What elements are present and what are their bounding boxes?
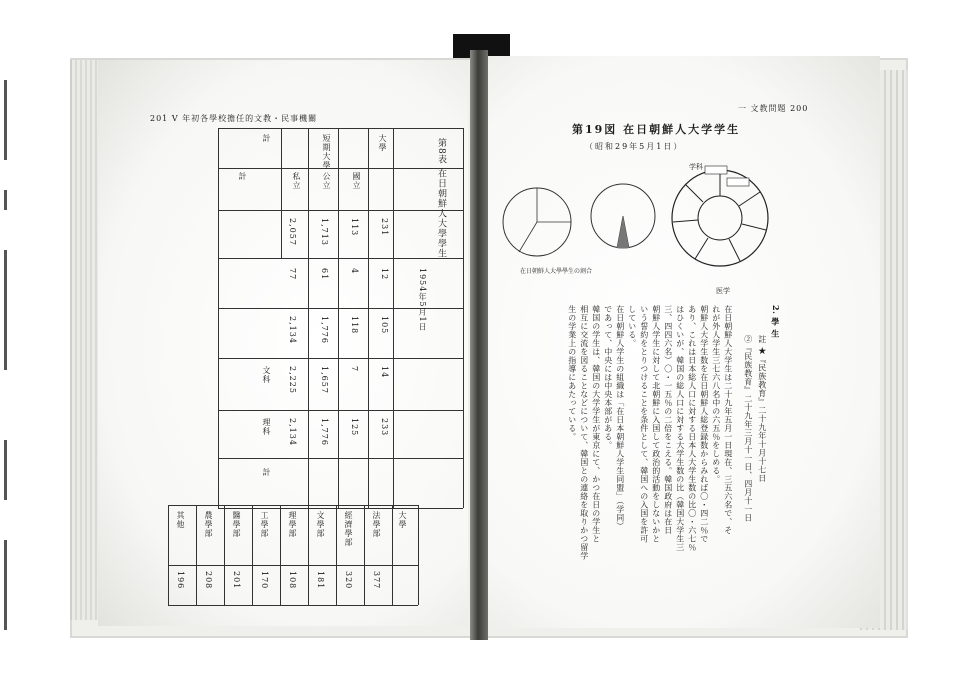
faculty-value-economics: 320 bbox=[344, 571, 353, 590]
pie-large-caption: 学科 bbox=[689, 163, 703, 171]
book-gutter bbox=[470, 50, 488, 640]
cell-national-university: 231 bbox=[380, 218, 389, 237]
row-label-grand-total: 計 bbox=[262, 468, 271, 477]
cell-total-sum: 2,134 bbox=[288, 316, 297, 344]
table-date: 1954年5月1日 bbox=[418, 268, 427, 332]
body-line-12: 韓国の学生は、韓国の大学学生が東京にて、かつ在日の学生と bbox=[591, 305, 601, 543]
cell-total-science: 2,134 bbox=[288, 418, 297, 446]
faculty-label-engineering: 工學部 bbox=[260, 511, 269, 538]
faculty-value-letters: 181 bbox=[316, 571, 325, 590]
note-1: 註 ★『民族教育』二十九年十月十七日 bbox=[757, 335, 767, 483]
table-caption: 第8表 在日朝鮮人大學學生 bbox=[436, 138, 446, 259]
body-line-8: いう誓約をとりつけることを条件として、韓国への入国を許可 bbox=[639, 305, 649, 543]
cell-public-science: 125 bbox=[350, 418, 359, 437]
faculty-value-law: 377 bbox=[372, 571, 381, 590]
faculty-label-law: 法學部 bbox=[372, 511, 381, 538]
figure-subtitle: （昭和29年5月1日） bbox=[585, 142, 684, 151]
faculty-label-other: 其他 bbox=[176, 511, 185, 529]
faculty-label-agriculture: 農學部 bbox=[204, 511, 213, 538]
faculty-label-letters: 文學部 bbox=[316, 511, 325, 538]
left-page-header: 201 Ⅴ 年初各學校擔任的文教・民事機關 bbox=[150, 114, 318, 123]
cell-private-science: 1,776 bbox=[320, 418, 329, 446]
faculty-label-economics: 經濟學部 bbox=[344, 511, 353, 547]
column-label-national: 國立 bbox=[352, 172, 361, 190]
body-line-10: 在日朝鮮人学生の組織は「在日本朝鮮人学生同盟」（学同） bbox=[615, 305, 625, 531]
faculty-breakdown-table bbox=[168, 505, 418, 605]
cell-private-sum: 1,776 bbox=[320, 316, 329, 344]
pie-small-middle bbox=[591, 184, 655, 249]
section-heading: 2. 學 生 bbox=[770, 305, 781, 338]
faculty-value-agriculture: 208 bbox=[204, 571, 213, 590]
figure-title: 第19図 在日朝鮮人大学学生 bbox=[572, 123, 741, 136]
body-line-9: している。 bbox=[627, 305, 637, 348]
cell-total-arts: 2,225 bbox=[288, 366, 297, 394]
faculty-label-science: 理學部 bbox=[288, 511, 297, 538]
faculty-value-science: 108 bbox=[288, 571, 297, 590]
cell-private-junior: 61 bbox=[320, 268, 329, 281]
cell-public-university: 113 bbox=[350, 218, 359, 237]
body-line-13: 相互に交流を図ることなどについて、韓国との連絡を取りかつ留学 bbox=[579, 305, 589, 560]
cell-national-sum: 105 bbox=[380, 316, 389, 335]
cell-public-arts: 7 bbox=[350, 366, 359, 373]
body-line-1: 在日朝鮮人大学生は二十九年五月一日現在、三五六名で、そ bbox=[723, 305, 733, 535]
body-line-5: はひくいが、韓国の総人口に対する大学生数の比（韓国大学生三 bbox=[675, 305, 685, 552]
row-label-junior-college: 短期大學 bbox=[322, 134, 331, 170]
note-2: ②『民族教育』二十九年三月十一日、四月十一日 bbox=[743, 335, 753, 522]
faculty-label-medicine: 醫學部 bbox=[232, 511, 241, 538]
pie-small-caption: 在日朝鮮人大學學生の割合 bbox=[520, 268, 593, 275]
body-line-3: 朝鮮人大学生数を在日朝鮮人総登録数からみれば〇・四二％で bbox=[699, 305, 709, 543]
cell-public-sum: 118 bbox=[350, 316, 359, 335]
cell-private-arts: 1,657 bbox=[320, 366, 329, 394]
cell-private-university: 1,713 bbox=[320, 218, 329, 246]
body-line-11: であって、中央には中央本部がある。 bbox=[603, 305, 613, 450]
faculty-value-other: 196 bbox=[176, 571, 185, 590]
cell-national-science: 233 bbox=[380, 418, 389, 437]
row-label-arts: 文科 bbox=[262, 366, 271, 384]
column-label-private: 私立 bbox=[292, 172, 301, 190]
pie-center-label: 医学 bbox=[716, 287, 730, 295]
column-label-sum: 計 bbox=[238, 172, 247, 181]
body-line-14: 生の学業上の指導にあたっている。 bbox=[567, 305, 577, 441]
pie-large-right bbox=[672, 166, 768, 266]
row-label-science: 理科 bbox=[262, 418, 271, 436]
body-line-4: あり、これは日本総人口に対する日本人大学生数の比〇・六七％ bbox=[687, 305, 697, 552]
cell-public-junior: 4 bbox=[350, 268, 359, 275]
rotated-statistics-table bbox=[218, 128, 463, 508]
cell-total-university: 2,057 bbox=[288, 218, 297, 246]
cell-national-arts: 14 bbox=[380, 366, 389, 379]
body-line-6: 三、四四六名）〇・一五％の二倍をこえる。韓国政府は在日 bbox=[663, 305, 673, 535]
right-page-header: 一 文教問題 200 bbox=[738, 104, 809, 113]
scanner-edge-strip bbox=[0, 80, 12, 680]
pie-small-left bbox=[503, 188, 571, 256]
body-line-7: 朝鮮人学生に対して北朝鮮に入国して政治的活動をしないかと bbox=[651, 305, 661, 543]
cell-total-junior: 77 bbox=[288, 268, 297, 281]
faculty-value-engineering: 170 bbox=[260, 571, 269, 590]
column-label-public: 公立 bbox=[322, 172, 331, 190]
faculty-value-medicine: 201 bbox=[232, 571, 241, 590]
row-label-university: 大學 bbox=[378, 134, 387, 152]
cell-national-junior: 12 bbox=[380, 268, 389, 281]
body-line-2: れが外人学生三七六八名中の六五％をしめる。 bbox=[711, 305, 721, 484]
row-label-total: 計 bbox=[262, 134, 271, 143]
faculty-label-university: 大學 bbox=[398, 511, 407, 529]
